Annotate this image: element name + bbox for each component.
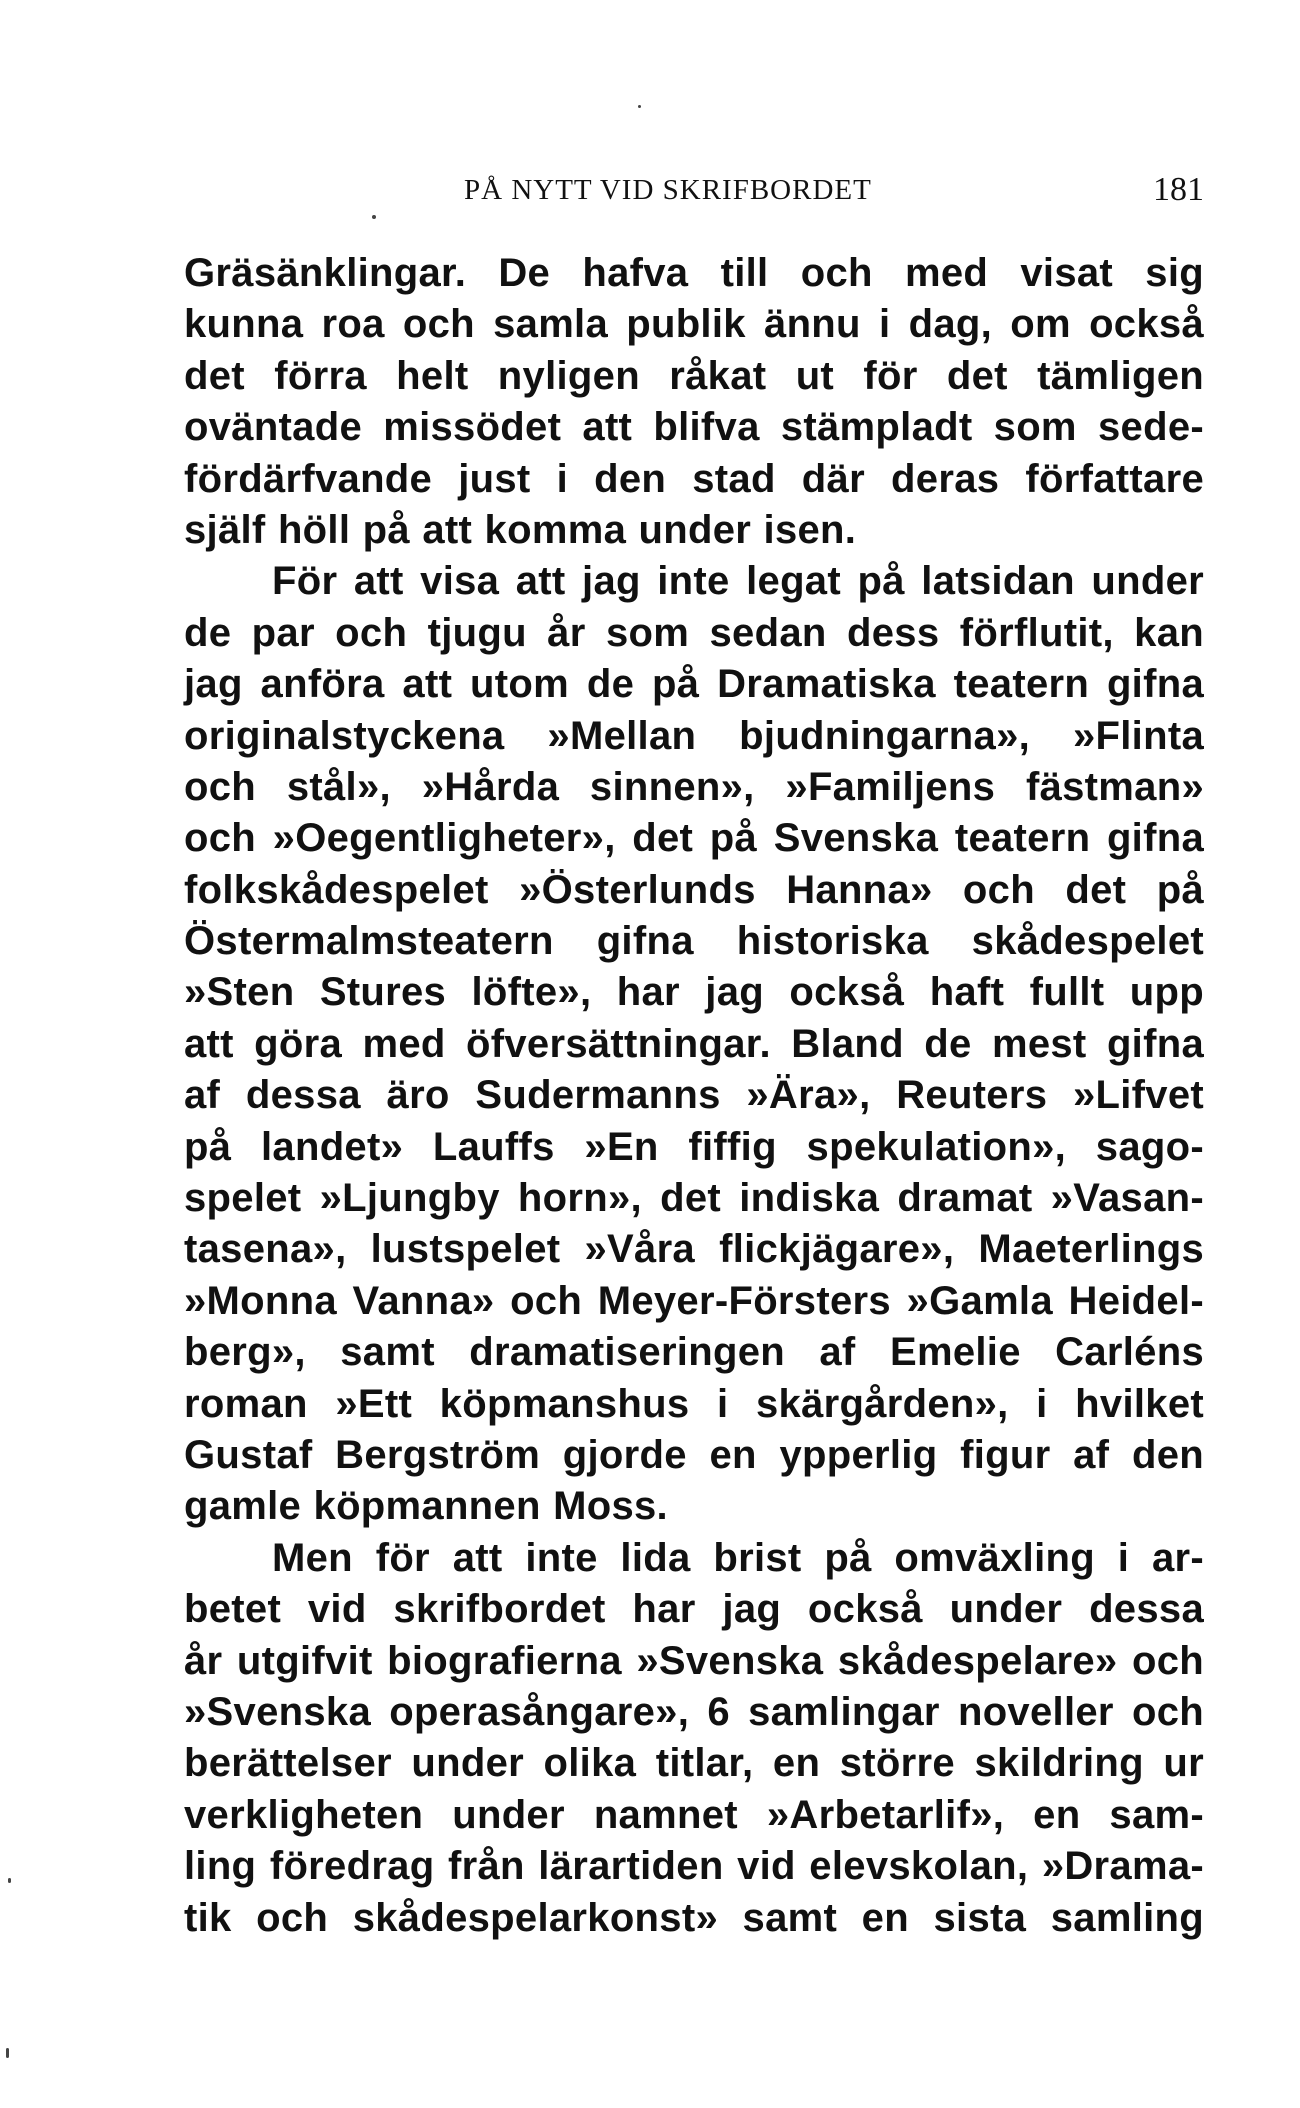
body-text (184, 248, 1204, 1944)
text-line: För att visa att jag inte legat på latsidan under (272, 559, 1204, 604)
text-line: berg», samt dramatiseringen af Emelie Carléns (184, 1330, 1204, 1375)
text-line: Gräsänklingar. De hafva till och med visat sig (184, 251, 1204, 295)
page-header (184, 170, 1204, 220)
text-line: betet vid skrifbordet har jag också under dessa (184, 1587, 1204, 1632)
text-line: Gustaf Bergström gjorde en ypperlig figur af den (184, 1432, 1204, 1477)
text-line: tik och skådespelarkonst» samt en sista samling (184, 1895, 1204, 1940)
text-line: och stål», »Hårda sinnen», »Familjens fästman» (184, 764, 1204, 809)
text-line: Östermalmsteatern gifna historiska skådespelet (184, 919, 1204, 964)
text-line: på landet» Lauffs »En fiffig spekulation», sago- (184, 1124, 1204, 1169)
text-line: verkligheten under namnet »Arbetarlif», en sam- (184, 1792, 1204, 1837)
text-line: berättelser under olika titlar, en större skildring ur (184, 1741, 1204, 1786)
scan-speck (372, 215, 376, 219)
text-line: tasena», lustspelet »Våra flickjägare», Maeterlings (184, 1227, 1204, 1272)
text-line: af dessa äro Sudermanns »Ära», Reuters »Lifvet (184, 1073, 1204, 1118)
text-line: det förra helt nyligen råkat ut för det tämligen (184, 353, 1204, 398)
text-line: att göra med öfversättningar. Bland de mest gifna (184, 1021, 1204, 1066)
text-line: jag anföra att utom de på Dramatiska teatern gifna (184, 662, 1204, 707)
text-line: fördärfvande just i den stad där deras författare (184, 456, 1204, 501)
scan-speck (8, 1878, 11, 1883)
text-line: de par och tjugu år som sedan dess förflutit, kan (184, 610, 1204, 655)
text-line: folkskådespelet »Österlunds Hanna» och det på (184, 867, 1204, 912)
text-line: originalstyckena »Mellan bjudningarna», »Flinta (184, 713, 1204, 758)
text-line: oväntade missödet att blifva stämpladt som sede- (184, 405, 1204, 450)
text-line: Men för att inte lida brist på omväxling i ar- (272, 1535, 1204, 1580)
scan-speck (6, 2048, 9, 2058)
scan-speck (638, 105, 641, 108)
text-line: roman »Ett köpmanshus i skärgården», i hvilket (184, 1381, 1204, 1426)
text-line: spelet »Ljungby horn», det indiska dramat »Vasan- (184, 1176, 1204, 1221)
page-number: 181 (1153, 171, 1204, 208)
text-line: »Monna Vanna» och Meyer-Försters »Gamla Heidel- (184, 1278, 1204, 1323)
text-line: »Sten Stures löfte», har jag också haft fullt upp (184, 970, 1204, 1015)
text-line: gamle köpmannen Moss. (184, 1484, 668, 1529)
text-line: »Svenska operasångare», 6 samlingar noveller och (184, 1689, 1204, 1734)
text-line: och »Oegentligheter», det på Svenska teatern gifna (184, 816, 1204, 861)
text-line: år utgifvit biografierna »Svenska skådespelare» och (184, 1638, 1204, 1683)
running-head: PÅ NYTT VID SKRIFBORDET (464, 174, 872, 206)
text-line: själf höll på att komma under isen. (184, 507, 857, 552)
text-line: kunna roa och samla publik ännu i dag, om också (184, 302, 1204, 347)
text-line: ling föredrag från lärartiden vid elevskolan, »Drama- (184, 1844, 1204, 1889)
